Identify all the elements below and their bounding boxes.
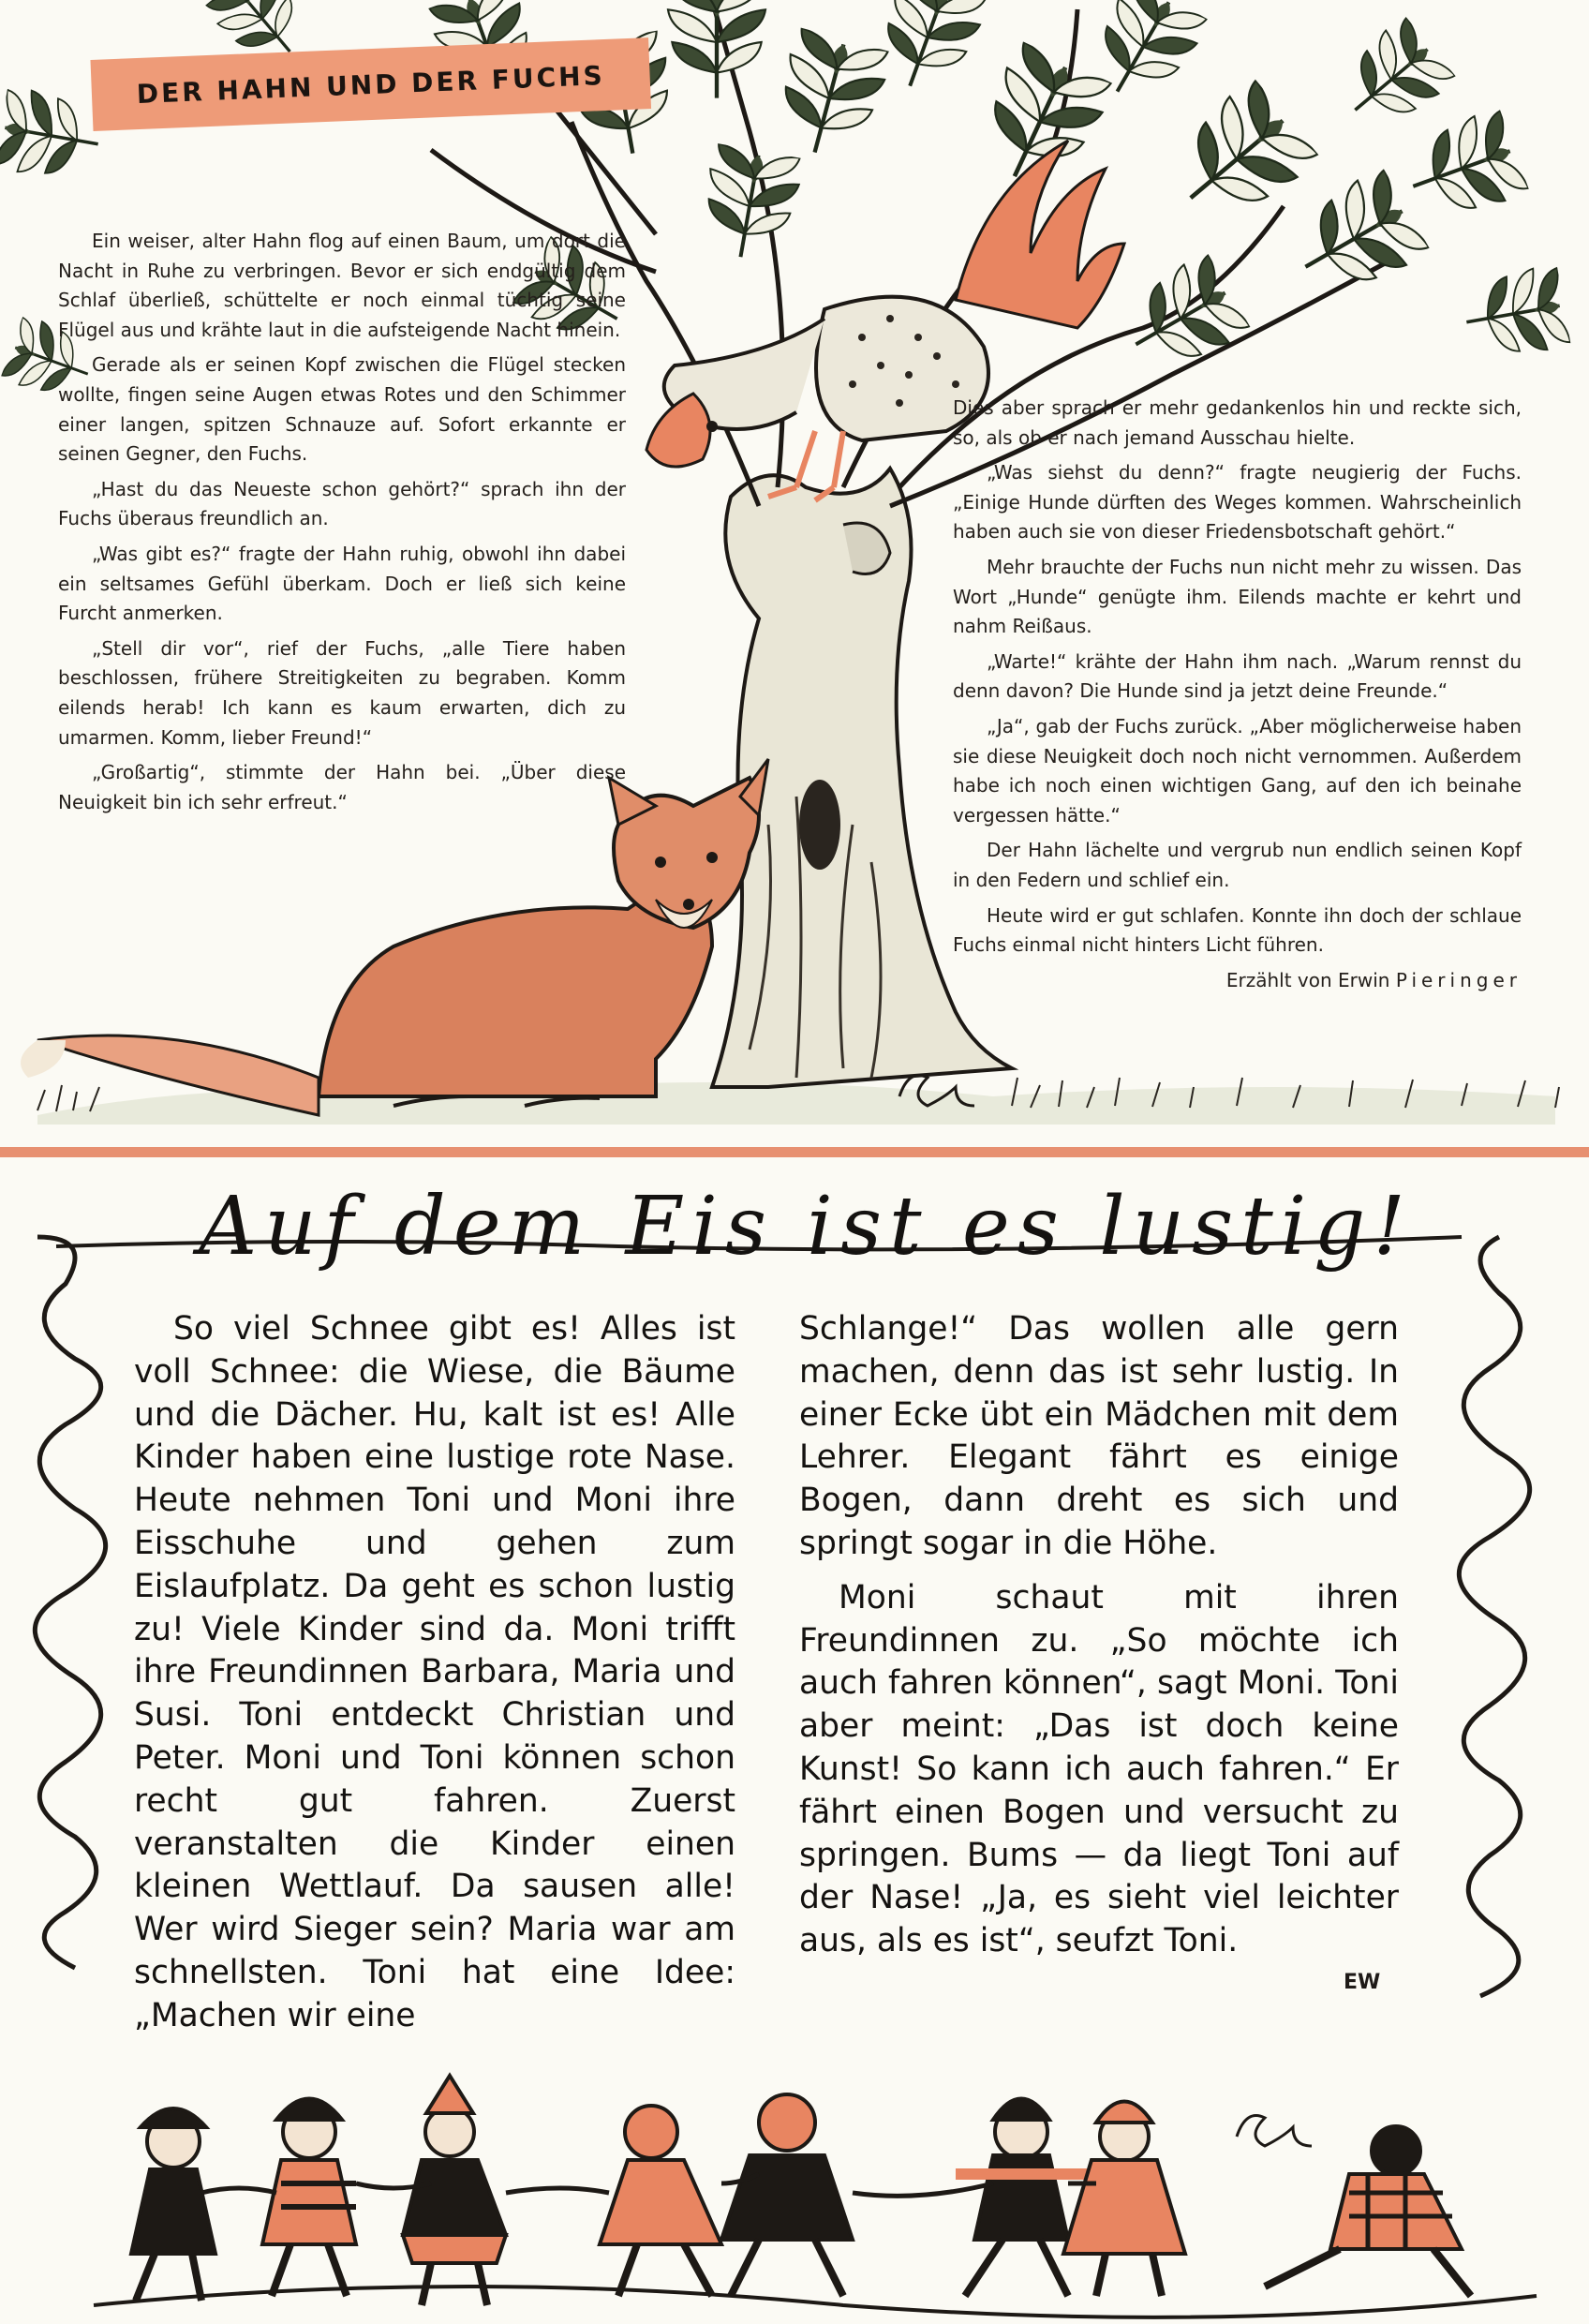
- author-credit: [953, 966, 1522, 996]
- credit-prefix: Erzählt von Erwin: [1225, 968, 1396, 991]
- paragraph: Heute wird er gut schlafen. Konnte ihn doch der schlaue Fuchs einmal nicht hinters Licht führen.: [953, 903, 1522, 957]
- paragraph: Mehr brauchte der Fuchs nun nicht mehr zu wissen. Das Wort „Hunde“ genügte ihm. Eilends machte er kehrt und nahm Reißaus.: [953, 555, 1522, 638]
- script-title-text: Auf dem Eis ist es lustig!: [199, 1180, 1413, 1274]
- paragraph: So viel Schnee gibt es! Alles ist voll Schnee: die Wiese, die Bäume und die Dächer. Hu, kalt ist es! Alle Kinder haben eine lustige rote Nase. Heute nehmen Toni und Moni ihre Eisschuhe und gehen zum Eislaufplatz. Da geht es schon lustig zu! Viele Kinder sind da. Moni trifft ihre Freundinnen Barbara, Maria und Susi. Toni entdeckt Christian und Peter. Moni und Toni können schon recht gut fahren. Zuerst veranstalten die Kinder einen kleinen Wettlauf. Da sausen alle! Wer wird Sieger sein? Maria war am schnellsten. Toni hat eine Idee: „Machen wir eine: [134, 1310, 735, 2034]
- story-title: DER HAHN UND DER FUCHS: [136, 59, 606, 110]
- script-title: [75, 1168, 1537, 1289]
- story-left-column: [58, 227, 626, 823]
- skating-right-column: [799, 1308, 1399, 1974]
- paragraph: Der Hahn lächelte und vergrub nun endlich seinen Kopf in den Federn und schlief ein.: [953, 839, 1522, 891]
- paragraph: „Stell dir vor“, rief der Fuchs, „alle Tiere haben beschlossen, frühere Streitigkeiten zu begraben. Komm eilends herab! Ich kann es kaum erwarten, dich zu umarmen. Komm, lieber Freund!“: [58, 636, 626, 749]
- author-initials: EW: [1344, 1971, 1381, 1994]
- paragraph: „Hast du das Neueste schon gehört?“ sprach ihn der Fuchs überaus freundlich an.: [58, 477, 626, 530]
- skating-left-column: [134, 1308, 735, 2049]
- paragraph: Dies aber sprach er mehr gedankenlos hin und reckte sich, so, als ob er nach jemand Ausschau hielte.: [953, 396, 1522, 449]
- credit-name: Pieringer: [1395, 968, 1522, 991]
- paragraph: Schlange!“ Das wollen alle gern machen, denn das ist sehr lustig. In einer Ecke übt ein Mädchen mit dem Lehrer. Elegant fährt es einige Bogen, dann dreht es sich und springt sogar in die Höhe.: [799, 1310, 1399, 1562]
- paragraph: „Großartig“, stimmte der Hahn bei. „Über diese Neuigkeit bin ich sehr erfreut.“: [58, 761, 626, 813]
- paragraph: Ein weiser, alter Hahn flog auf einen Baum, um dort die Nacht in Ruhe zu verbringen. Bevor er sich endgültig dem Schlaf überließ, schüttelte er noch einmal tüchtig seine Flügel aus und krähte laut in die aufsteigende Nacht hinein.: [58, 230, 626, 341]
- paragraph: „Was siehst du denn?“ fragte neugierig der Fuchs. „Einige Hunde dürften des Weges kommen. Wahrscheinlich haben auch sie von dieser Friedensbotschaft gehört.“: [953, 461, 1522, 544]
- paragraph: „Warte!“ krähte der Hahn ihm nach. „Warum rennst du denn davon? Die Hunde sind ja jetzt deine Freunde.“: [953, 649, 1522, 703]
- section-divider: [0, 1147, 1589, 1157]
- paragraph: Gerade als er seinen Kopf zwischen die Flügel stecken wollte, fingen seine Augen etwas Rotes und den Schimmer einer langen, spitzen Schnauze auf. Sofort erkannte er seinen Gegner, den Fuchs.: [58, 353, 626, 466]
- paragraph: Moni schaut mit ihren Freundinnen zu. „So möchte ich auch fahren können“, sagt Moni. Toni aber meint: „Das ist doch keine Kunst! So kann ich auch fahren.“ Er fährt einen Bogen und versucht zu springen. Bums — da liegt Toni auf der Nase! „Ja, es sieht viel leichter aus, als es ist“, seufzt Toni.: [799, 1578, 1399, 1960]
- paragraph: „Was gibt es?“ fragte der Hahn ruhig, obwohl ihn dabei ein seltsames Gefühl überkam. Doch er ließ sich keine Furcht anmerken.: [58, 542, 626, 625]
- paragraph: „Ja“, gab der Fuchs zurück. „Aber möglicherweise haben sie diese Neuigkeit doch noch nicht vernommen. Außerdem habe ich noch einen wichtigen Gang, auf den ich beinahe vergessen hätte.“: [953, 714, 1522, 827]
- story-right-column: [953, 394, 1522, 1001]
